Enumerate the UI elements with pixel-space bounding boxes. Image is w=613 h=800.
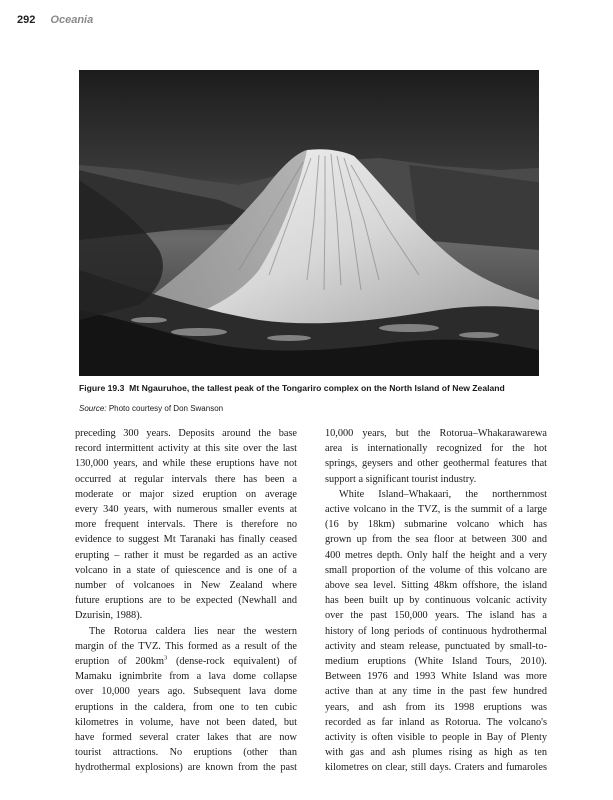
text-line: have formed several crater lakes that are now	[75, 732, 297, 744]
figure-source	[79, 404, 223, 413]
text-line	[75, 654, 297, 669]
text-line: tourist attractions. No eruptions (other than	[75, 747, 297, 759]
left-paragraph-1	[75, 426, 297, 624]
text-line: over 10,000 years ago. Subsequent lava dome	[75, 686, 297, 698]
text-line: (16 by 18km) submarine volcano which has	[325, 519, 547, 531]
text-line: history of long periods of continuous hydrothermal	[325, 625, 547, 637]
text-line: kilometres in volume, have not been dated, but	[75, 716, 297, 728]
text-line: over the past 150,000 years. The island has a	[325, 610, 547, 622]
source-text: Photo courtesy of Don Swanson	[108, 404, 224, 413]
left-column	[75, 426, 297, 776]
text-line: small proportion of the volume of this volcano are	[325, 564, 547, 576]
text-line: preceding 300 years. Deposits around the base	[75, 428, 297, 439]
volcano-photo	[79, 70, 539, 376]
superscript: 3	[164, 654, 168, 662]
text-line: medium eruptions (White Island Tours, 2010).	[325, 656, 547, 668]
text-line: eruptions in the caldera, from one to ten cubic	[75, 701, 297, 713]
text-line: activity and steam release, punctuated by small-to-	[325, 640, 547, 652]
text-line: record intermittent activity at this site over the last	[75, 443, 297, 455]
text-line: evidence to suggest Mt Taranaki has finally ceased	[75, 534, 297, 546]
text-line: recorded as far inland as Rotorua. The volcano's	[325, 716, 547, 728]
text-line: Mamaku ignimbrite from a lava dome collapse	[75, 671, 297, 683]
text-line: number of volcanoes in New Zealand where	[75, 580, 297, 592]
right-column	[325, 426, 547, 776]
text-line: volcano in a state of quiescence and is one of a	[75, 564, 297, 576]
text-line: springs, geysers and other geothermal features that	[325, 458, 547, 470]
text-line: The Rotorua caldera lies near the western	[89, 625, 297, 637]
text-line: above sea level. Sitting 48km offshore, the island	[325, 580, 547, 592]
text-line: 400 metres depth. Only half the height and a very	[325, 549, 547, 561]
right-paragraph-2	[325, 487, 547, 776]
text-line: area is internationally recognized for the hot	[325, 443, 547, 455]
text-line: active than at any time in the past few hundred	[325, 686, 547, 698]
text-line: margin of the TVZ. This formed as a result of the	[75, 640, 297, 652]
text-line: grown up from the sea floor at between 300 and	[325, 534, 547, 546]
page-number: 292	[17, 14, 36, 26]
text-line: active volcano in the TVZ, is the summit of a large	[325, 504, 547, 516]
text-line: moderate or major sized eruption on average	[75, 488, 297, 500]
text-line: support a significant tourist industry.	[325, 473, 477, 485]
text-line: more frequent intervals. There is therefore no	[75, 519, 297, 531]
text-line: occurred at regular intervals there has been a	[75, 473, 297, 485]
figure-label: Figure 19.3	[79, 383, 125, 393]
right-paragraph-1	[325, 426, 547, 487]
text-line: has been built up by continuous volcanic activity	[325, 595, 547, 607]
running-header	[17, 14, 93, 26]
section-name: Oceania	[50, 14, 94, 26]
text-line: with gas and ash plumes rising as high as ten	[325, 747, 547, 759]
text-line: 10,000 years, but the Rotorua–Whakarawarewa	[325, 428, 547, 439]
text-line: erupting – rather it must be regarded as an active	[75, 549, 297, 561]
text-line: activity is often visible to people in Bay of Plenty	[325, 732, 547, 744]
text-line: every 340 years, with numerous smaller events at	[75, 504, 297, 516]
text-fragment: (dense-rock equivalent) of	[167, 656, 297, 668]
text-line: White Island–Whakaari, the northernmost	[339, 488, 547, 500]
text-fragment: eruption of 200km	[75, 656, 164, 668]
source-label: Source:	[79, 404, 107, 413]
left-paragraph-2	[75, 624, 297, 776]
figure-caption-text: Mt Ngauruhoe, the tallest peak of the Tongariro complex on the North Island of New Zealand	[129, 383, 505, 393]
text-line: Between 1976 and 1993 White Island was more	[325, 671, 547, 683]
text-line: 130,000 years, and while these eruptions have not	[75, 458, 297, 470]
figure-caption	[79, 383, 549, 393]
text-line: future eruptions are to be expected (Newhall and	[75, 595, 297, 607]
text-line: years, and ash from its 1998 eruptions was	[325, 701, 547, 713]
text-line: kilometres on clear, still days. Craters and fumaroles	[325, 762, 547, 774]
text-line: Dzurisin, 1988).	[75, 610, 143, 622]
text-line: hydrothermal explosions) are known from the past	[75, 762, 297, 774]
